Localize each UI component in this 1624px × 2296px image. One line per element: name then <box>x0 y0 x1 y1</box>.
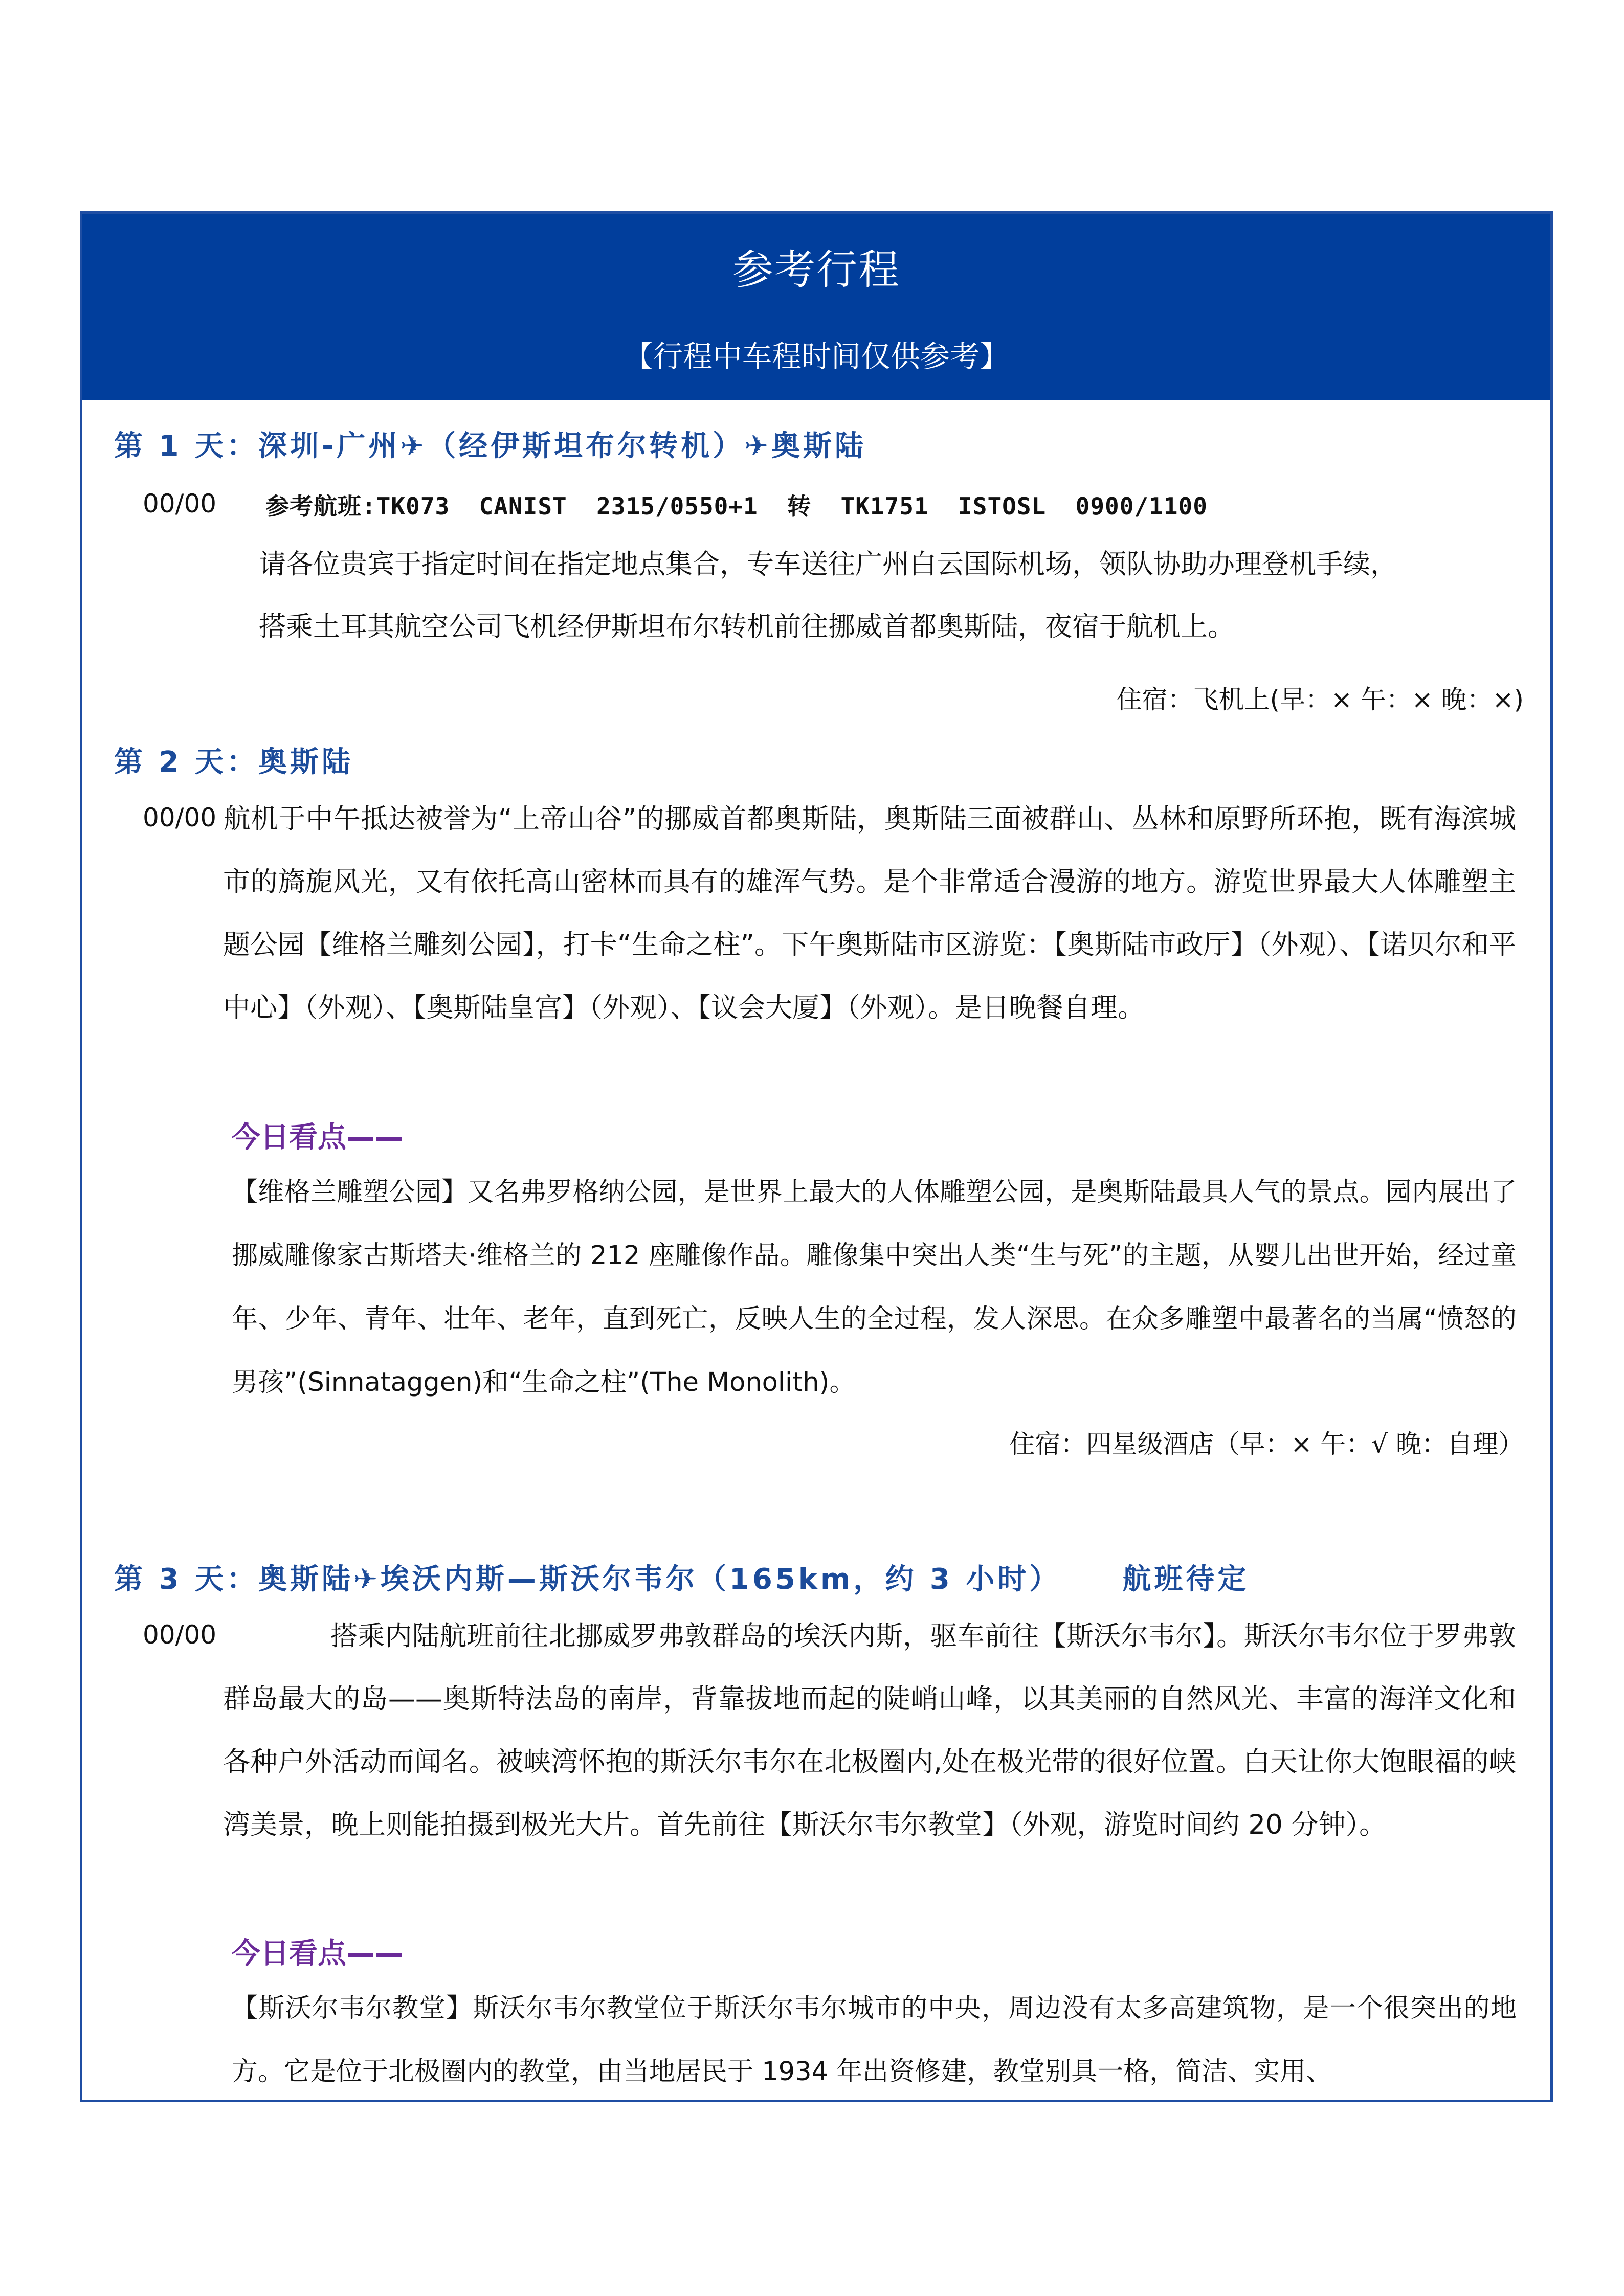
day-1-text-line-1: 请各位贵宾于指定时间在指定地点集合，专车送往广州白云国际机场，领队协助办理登机手续， <box>259 549 1397 580</box>
day-2-time: 00/00 <box>143 803 217 832</box>
page-subtitle: 【行程中车程时间仅供参考】 <box>623 339 1009 374</box>
day-3-title <box>114 1557 1249 1597</box>
itinerary-frame <box>80 211 1553 2102</box>
day-2-highlight-label: 今日看点—— <box>232 1121 404 1154</box>
day-2-text <box>116 787 1516 1039</box>
day-3-title-text: 第 3 天：奥斯陆✈埃沃内斯—斯沃尔韦尔（165km，约 3 小时） <box>114 1563 1061 1596</box>
day-1-text-line-2: 搭乘土耳其航空公司飞机经伊斯坦布尔转机前往挪威首都奥斯陆，夜宿于航机上。 <box>259 611 1235 642</box>
day-1-accommodation: 住宿：飞机上(早：× 午：× 晚：×) <box>1116 685 1524 714</box>
day-1-title: 第 1 天：深圳-广州✈（经伊斯坦布尔转机）✈奥斯陆 <box>114 430 867 463</box>
day-3-flight-status: 航班待定 <box>1122 1563 1250 1596</box>
itinerary-header <box>82 214 1550 400</box>
day-2-text-content: 航机于中午抵达被誉为“上帝山谷”的挪威首都奥斯陆，奥斯陆三面被群山、丛林和原野所环抱，既有海滨城市的旖旎风光，又有依托高山密林而具有的雄浑气势。是个非常适合漫游的地方。游览世界最大人体雕塑主题公园【维格兰雕刻公园】，打卡“生命之柱”。下午奥斯陆市区游览：【奥斯陆市政厅】（外观）、【诺贝尔和平中心】（外观）、【奥斯陆皇宫】（外观）、【议会大厦】（外观）。是日晚餐自理。 <box>223 803 1516 1023</box>
day-2-title: 第 2 天：奥斯陆 <box>114 746 353 779</box>
day-2-accommodation: 住宿：四星级酒店（早：× 午：√ 晚：自理） <box>1009 1429 1524 1459</box>
day-3-highlight-text: 【斯沃尔韦尔教堂】斯沃尔韦尔教堂位于斯沃尔韦尔城市的中央，周边没有太多高建筑物，是一个很突出的地方。它是位于北极圈内的教堂，由当地居民于 1934 年出资修建，教堂别具一格，简洁、实用、 <box>232 1993 1517 2087</box>
day-3-time: 00/00 <box>143 1620 217 1650</box>
page-title: 参考行程 <box>732 246 900 294</box>
day-3-text: 搭乘内陆航班前往北挪威罗弗敦群岛的埃沃内斯，驱车前往【斯沃尔韦尔】。斯沃尔韦尔位于罗弗敦群岛最大的岛——奥斯特法岛的南岸，背靠拔地而起的陡峭山峰，以其美丽的自然风光、丰富的海洋文化和各种户外活动而闻名。被峡湾怀抱的斯沃尔韦尔在北极圈内,处在极光带的很好位置。白天让你大饱眼福的峡湾美景，晚上则能拍摄到极光大片。首先前往【斯沃尔韦尔教堂】（外观，游览时间约 20 分钟）。 <box>223 1620 1516 1840</box>
day-1-time: 00/00 <box>143 489 217 519</box>
day-3-highlight-label: 今日看点—— <box>232 1937 404 1970</box>
day-2-highlight-text: 【维格兰雕塑公园】又名弗罗格纳公园，是世界上最大的人体雕塑公园，是奥斯陆最具人气的景点。园内展出了挪威雕像家古斯塔夫·维格兰的 212 座雕像作品。雕像集中突出人类“生与死”的主题，从婴儿出世开始，经过童年、少年、青年、壮年、老年，直到死亡，反映人生的全过程，发人深思。在众多雕塑中最著名的当属“愤怒的男孩”(Sinnataggen)和“生命之柱”(The Monolith)。 <box>232 1177 1517 1398</box>
day-1-flight-info: 参考航班:TK073 CANIST 2315/0550+1 转 TK1751 ISTOSL 0900/1100 <box>265 492 1208 520</box>
